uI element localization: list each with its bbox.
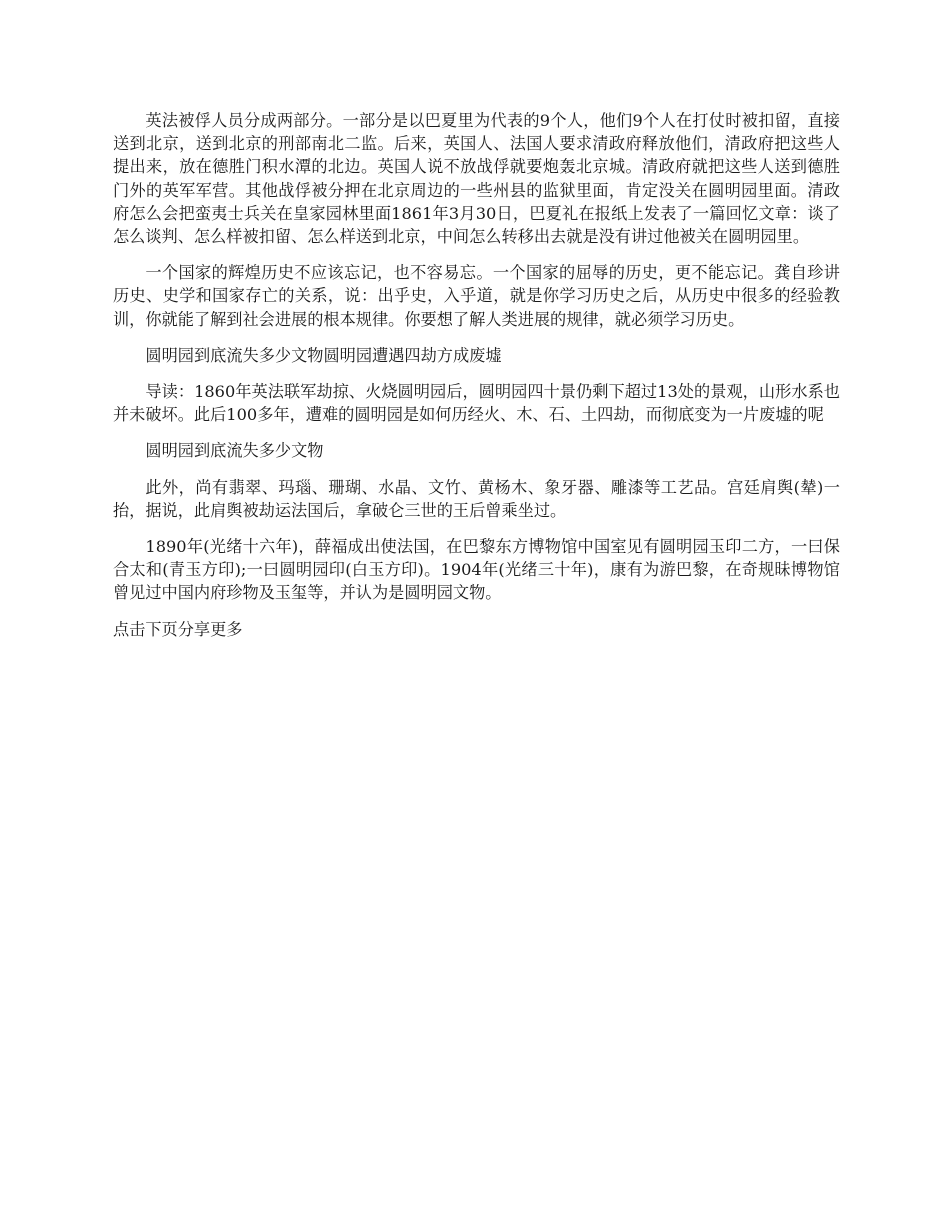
paragraph-prisoners: 英法被俘人员分成两部分。一部分是以巴夏里为代表的9个人，他们9个人在打仗时被扣留，直接送到北京，送到北京的刑部南北二监。后来，英国人、法国人要求清政府释放他们，清政府把这些人提出来，放在德胜门积水潭的北边。英国人说不放战俘就要炮轰北京城。清政府就把这些人送到德胜门外的英军军营。其他战俘被分押在北京周边的一些州县的监狱里面，肯定没关在圆明园里面。清政府怎么会把蛮夷士兵关在皇家园林里面1861年3月30日，巴夏礼在报纸上发表了一篇回忆文章：谈了怎么谈判、怎么样被扣留、怎么样送到北京，中间怎么转移出去就是没有讲过他被关在圆明园里。 (113, 111, 840, 247)
document-body (113, 109, 840, 654)
section-heading-lost-relics: 圆明园到底流失多少文物圆明园遭遇四劫方成废墟 (145, 345, 502, 365)
paragraph-intro: 导读：1860年英法联军劫掠、火烧圆明园后，圆明园四十景仍剩下超过13处的景观，山形水系也并未破坏。此后100多年，遭难的圆明园是如何历经火、木、石、土四劫，而彻底变为一片废墟的呢 (113, 382, 840, 425)
section-heading-relics: 圆明园到底流失多少文物 (145, 441, 324, 461)
paragraph-history: 一个国家的辉煌历史不应该忘记，也不容易忘。一个国家的屈辱的历史，更不能忘记。龚自珍讲历史、史学和国家存亡的关系，说：出乎史，入乎道，就是你学习历史之后，从历史中很多的经验教训，你就能了解到社会进展的根本规律。你要想了解人类进展的规律，就必须学习历史。 (113, 263, 840, 329)
paragraph-crafts: 此外，尚有翡翠、玛瑙、珊瑚、水晶、文竹、黄杨木、象牙器、雕漆等工艺品。宫廷肩舆(辇)一抬，据说，此肩舆被劫运法国后，拿破仑三世的王后曾乘坐过。 (113, 477, 840, 520)
next-page-link[interactable]: 点击下页分享更多 (113, 619, 243, 639)
paragraph-seals: 1890年(光绪十六年)，薛福成出使法国，在巴黎东方博物馆中国室见有圆明园玉印二方，一曰保合太和(青玉方印);一曰圆明园印(白玉方印)。1904年(光绪三十年)，康有为游巴黎，在奇规昧博物馆曾见过中国内府珍物及玉玺等，并认为是圆明园文物。 (113, 537, 840, 603)
